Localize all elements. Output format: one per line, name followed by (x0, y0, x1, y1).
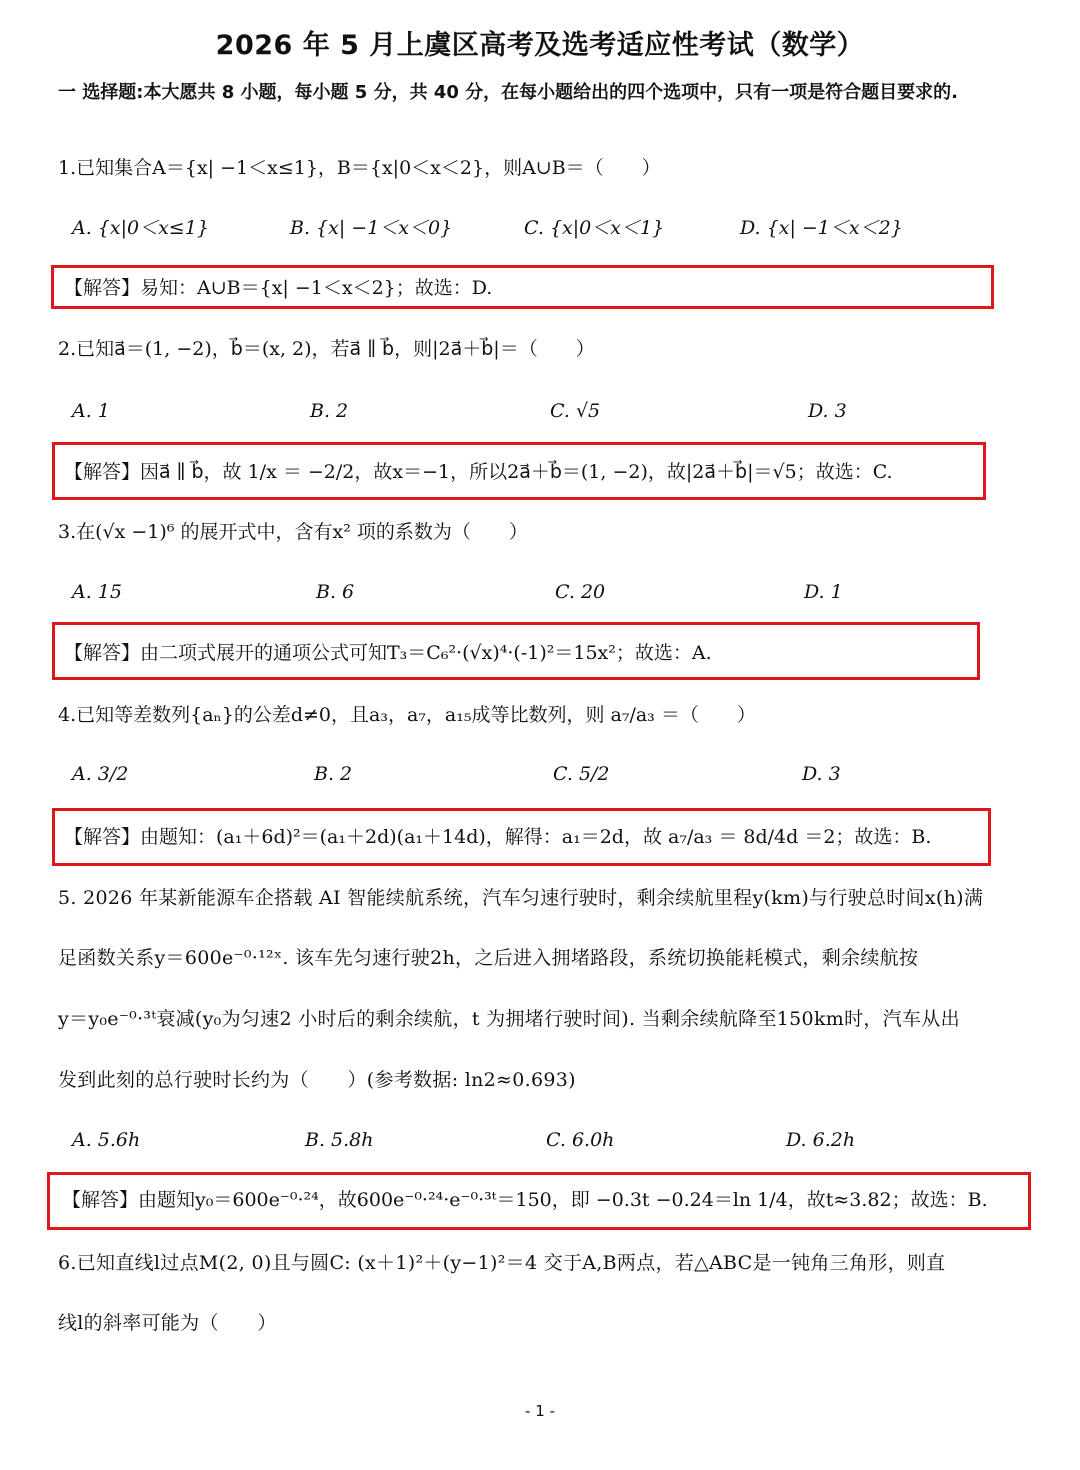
question-6-line-2: 线l的斜率可能为（ ） (58, 1312, 277, 1334)
question-1-option-d: D. {x| −1＜x＜2} (740, 217, 903, 239)
question-4-stem: 4.已知等差数列{aₙ}的公差d≠0，且a₃，a₇，a₁₅成等比数列，则 a₇/a₃ ＝（ ） (58, 704, 756, 726)
question-1-option-a: A. {x|0＜x≤1} (72, 217, 209, 239)
question-3-option-d: D. 1 (804, 581, 843, 603)
question-5-line-1: 5. 2026 年某新能源车企搭载 AI 智能续航系统，汽车匀速行驶时，剩余续航里程y(km)与行驶总时间x(h)满 (58, 887, 984, 909)
question-2-option-c: C. √5 (550, 400, 601, 422)
question-1-option-c: C. {x|0＜x＜1} (524, 217, 665, 239)
question-4-option-b: B. 2 (314, 763, 353, 785)
question-5-option-c: C. 6.0h (546, 1129, 615, 1151)
page-title: 2026 年 5 月上虞区高考及选考适应性考试（数学） (215, 30, 865, 61)
question-1-stem: 1.已知集合A＝{x| −1＜x≤1}，B＝{x|0＜x＜2}，则A∪B＝（ ） (58, 157, 661, 179)
question-4-option-d: D. 3 (802, 763, 841, 785)
question-4-option-c: C. 5/2 (553, 763, 610, 785)
question-5-line-4: 发到此刻的总行驶时长约为（ ）(参考数据: ln2≈0.693) (58, 1069, 576, 1091)
question-3-option-b: B. 6 (316, 581, 355, 603)
question-1-option-b: B. {x| −1＜x＜0} (290, 217, 453, 239)
question-6-line-1: 6.已知直线l过点M(2, 0)且与圆C: (x＋1)²＋(y−1)²＝4 交于A,B两点，若△ABC是一钝角三角形，则直 (58, 1252, 946, 1274)
question-3-option-c: C. 20 (555, 581, 606, 603)
question-5-line-3: y＝y₀e⁻⁰·³ᵗ衰减(y₀为匀速2 小时后的剩余续航，t 为拥堵行驶时间). 当剩余续航降至150km时，汽车从出 (58, 1008, 960, 1030)
question-5-option-d: D. 6.2h (786, 1129, 856, 1151)
answer-3-text: 【解答】由二项式展开的通项公式可知T₃＝C₆²·(√x)⁴·(-1)²＝15x²；故选：A. (64, 642, 712, 664)
question-4-option-a: A. 3/2 (72, 763, 129, 785)
question-2-stem: 2.已知a⃗＝(1, −2)，b⃗＝(x, 2)，若a⃗ ∥ b⃗，则|2a⃗＋b⃗|＝（ ） (58, 338, 595, 360)
question-5-option-a: A. 5.6h (72, 1129, 141, 1151)
question-2-option-a: A. 1 (72, 400, 110, 422)
question-3-stem: 3.在(√x −1)⁶ 的展开式中，含有x² 项的系数为（ ） (58, 521, 528, 543)
answer-5-text: 【解答】由题知y₀＝600e⁻⁰·²⁴，故600e⁻⁰·²⁴·e⁻⁰·³ᵗ＝150，即 −0.3t −0.24＝ln 1/4，故t≈3.82；故选：B. (62, 1189, 988, 1211)
question-2-option-b: B. 2 (310, 400, 349, 422)
question-5-line-2: 足函数关系y＝600e⁻⁰·¹²ˣ. 该车先匀速行驶2h，之后进入拥堵路段，系统切换能耗模式，剩余续航按 (58, 947, 919, 969)
answer-4-text: 【解答】由题知：(a₁＋6d)²＝(a₁＋2d)(a₁＋14d)，解得：a₁＝2d，故 a₇/a₃ ＝ 8d/4d ＝2；故选：B. (64, 826, 932, 848)
answer-1-text: 【解答】易知：A∪B＝{x| −1＜x＜2}；故选：D. (64, 277, 493, 299)
answer-2-text: 【解答】因a⃗ ∥ b⃗，故 1/x ＝ −2/2，故x＝−1，所以2a⃗＋b⃗＝(1, −2)，故|2a⃗＋b⃗|＝√5；故选：C. (64, 461, 893, 483)
question-3-option-a: A. 15 (72, 581, 122, 603)
question-2-option-d: D. 3 (808, 400, 847, 422)
section-heading: 一 选择题:本大愿共 8 小题，每小题 5 分，共 40 分，在每小题给出的四个选项中，只有一项是符合题目要求的. (58, 82, 958, 103)
page-number: - 1 - (525, 1402, 555, 1420)
question-5-option-b: B. 5.8h (305, 1129, 374, 1151)
